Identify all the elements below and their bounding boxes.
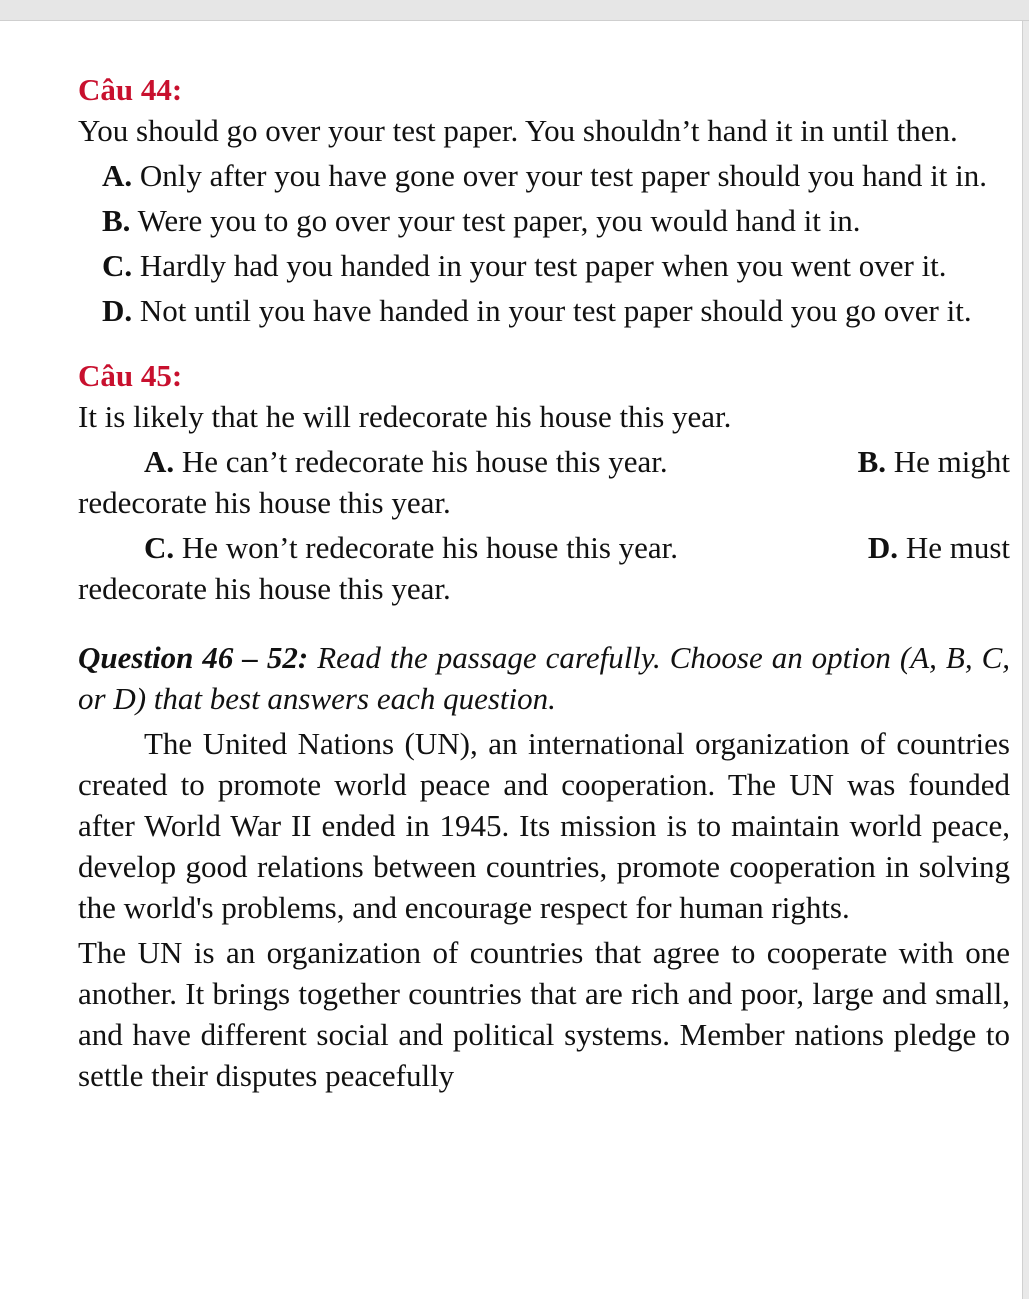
option-text: Not until you have handed in your test paper should you go over it. [139, 293, 972, 328]
section-title: Question 46 – 52: [78, 640, 309, 675]
option-letter: D. [867, 530, 899, 565]
option-text: He might [893, 444, 1010, 479]
top-strip [0, 0, 1029, 21]
question-44-option-d [102, 290, 1010, 331]
option-letter: A. [144, 444, 175, 479]
option-letter: D. [102, 293, 133, 328]
option-text: He must [905, 530, 1010, 565]
document-page[interactable] [0, 21, 1023, 1299]
section-instruction [78, 637, 1010, 719]
question-45-option-b [858, 441, 1010, 482]
option-text: Hardly had you handed in your test paper when you went over it. [139, 248, 947, 283]
question-45-option-d [868, 527, 1010, 568]
option-letter: C. [102, 248, 133, 283]
question-45-options-row-1 [78, 441, 1010, 482]
section-instruction-text: Read the passage carefully. Choose an option (A, B, C, or D) that best answers each question. [78, 640, 1011, 716]
option-letter: B. [102, 203, 131, 238]
option-letter: A. [102, 158, 133, 193]
question-44-heading: Câu 44: [78, 72, 183, 107]
passage-paragraph-2: The UN is an organization of countries that agree to cooperate with one another. It brings together countries that are rich and poor, large and small, and have different social and political systems. Member nations pledge to settle their disputes peacefully [78, 935, 1010, 1093]
question-45-heading: Câu 45: [78, 358, 183, 393]
option-letter: C. [144, 530, 175, 565]
question-44-option-a [102, 155, 1010, 196]
question-45-option-c [144, 527, 678, 568]
question-45-option-a [144, 441, 668, 482]
question-44-stem: You should go over your test paper. You shouldn’t hand it in until then. [78, 113, 958, 148]
question-44-option-c [102, 245, 1010, 286]
question-45-option-b-continued: redecorate his house this year. [78, 485, 451, 520]
option-letter: B. [857, 444, 886, 479]
question-44-option-b [102, 200, 1010, 241]
option-text: He can’t redecorate his house this year. [181, 444, 668, 479]
question-45-option-d-continued: redecorate his house this year. [78, 571, 451, 606]
option-text: He won’t redecorate his house this year. [181, 530, 679, 565]
document-content [78, 21, 1010, 1096]
question-45-stem: It is likely that he will redecorate his house this year. [78, 399, 732, 434]
option-text: Only after you have gone over your test paper should you hand it in. [139, 158, 988, 193]
question-45-options-row-2 [78, 527, 1010, 568]
passage-paragraph-1: The United Nations (UN), an international organization of countries created to promote world peace and cooperation. The UN was founded after World War II ended in 1945. Its mission is to maintain world peace, develop good relations between countries, promote cooperation in solving the world's problems, and encourage respect for human rights. [78, 726, 1010, 925]
option-text: Were you to go over your test paper, you would hand it in. [137, 203, 861, 238]
